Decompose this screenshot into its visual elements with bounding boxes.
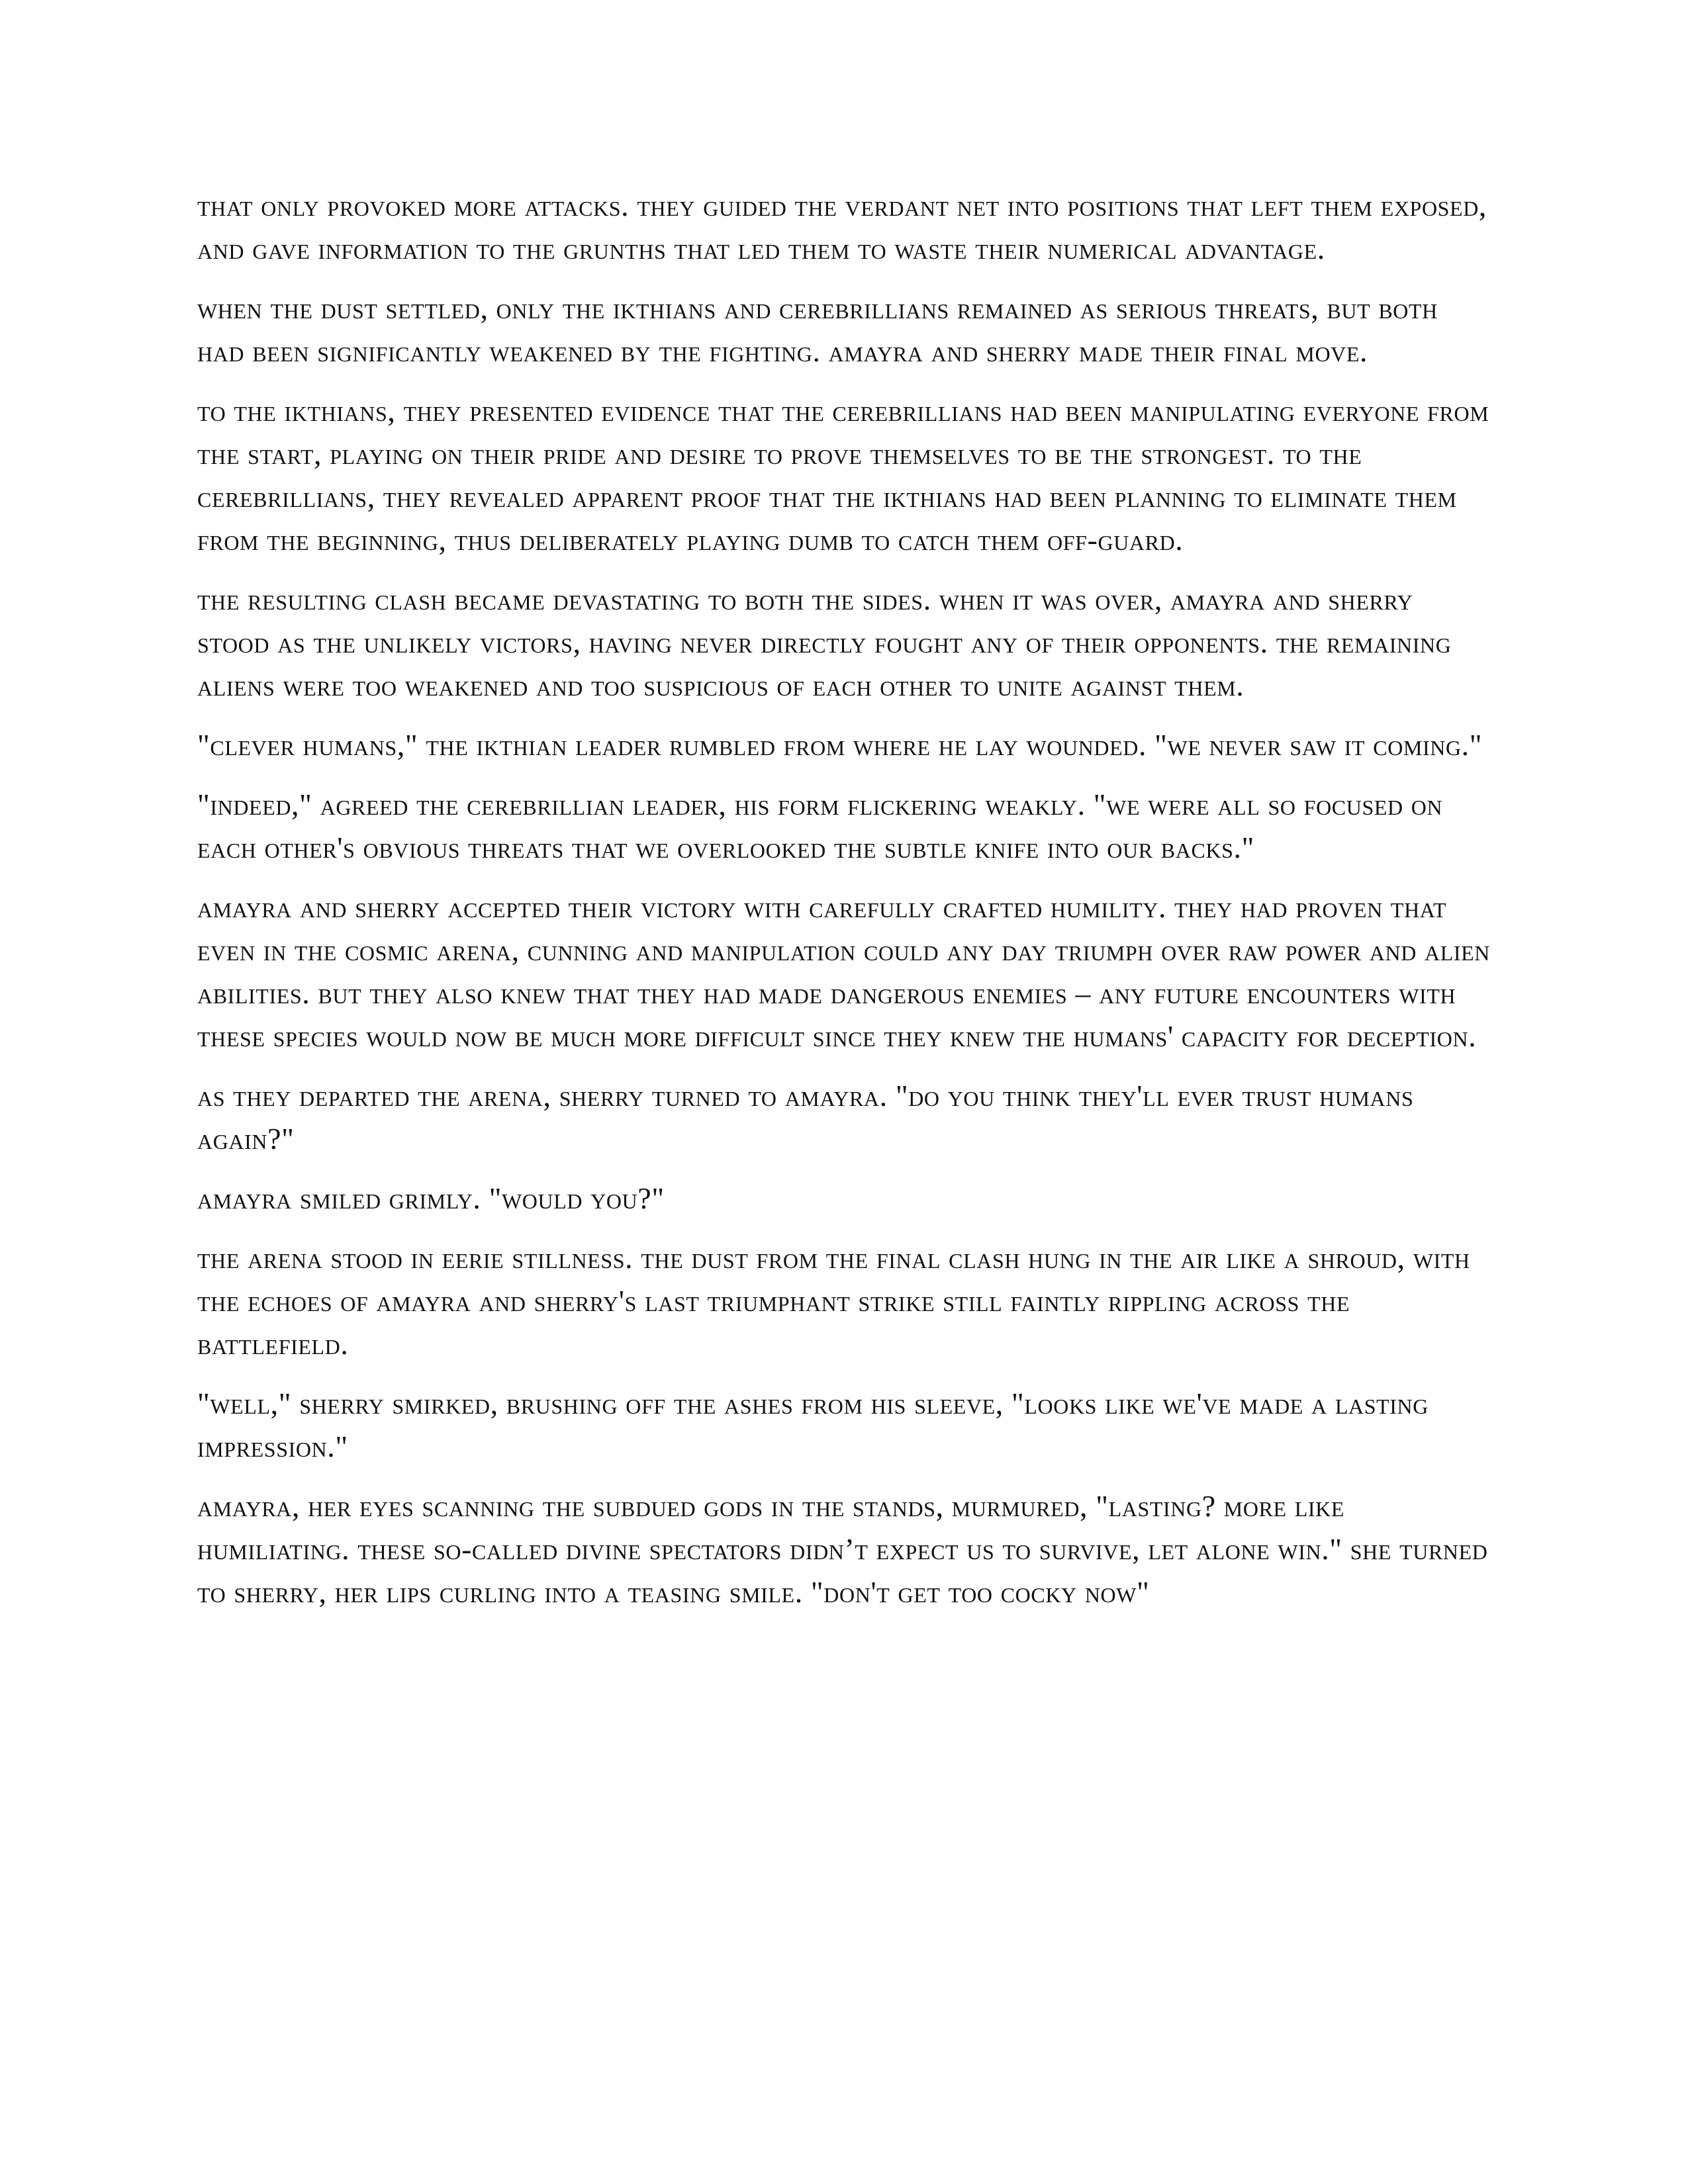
paragraph: amayra smiled grimly. "would you?" <box>197 1181 665 1215</box>
document-page <box>197 184 1492 2143</box>
paragraph: "indeed," agreed the cerebrillian leader, his form flickering weakly. "we were all so focused on each other's obvious threats that we overlooked the subtle knife into our backs." <box>197 788 1443 864</box>
paragraph: amayra, her eyes scanning the subdued gods in the stands, murmured, "lasting? more like humiliating. these so-called divine spectators didn’t expect us to survive, let alone win." she turned to sherry, her lips curling into a teasing smile. "don't get too cocky now" <box>197 1489 1488 1609</box>
paragraph: to the ikthians, they presented evidence that the cerebrillians had been manipulating everyone from the start, playing on their pride and desire to prove themselves to be the strongest. to the cerebrillians, they revealed apparent proof that the ikthians had been planning to eliminate them from the beginning, thus deliberately playing dumb to catch them off-guard. <box>197 394 1489 557</box>
paragraph: when the dust settled, only the ikthians and cerebrillians remained as serious threats, but both had been significantly weakened by the fighting. amayra and sherry made their final move. <box>197 291 1438 368</box>
paragraph: the arena stood in eerie stillness. the dust from the final clash hung in the air like a shroud, with the echoes of amayra and sherry's last triumphant strike still faintly rippling across the battlefield. <box>197 1241 1470 1361</box>
paragraph: as they departed the arena, sherry turned to amayra. "do you think they'll ever trust humans again?" <box>197 1079 1414 1156</box>
paragraph: that only provoked more attacks. they guided the verdant net into positions that left them exposed, and gave information to the grunths that led them to waste their numerical advantage. <box>197 189 1487 265</box>
paragraph: amayra and sherry accepted their victory with carefully crafted humility. they had proven that even in the cosmic arena, cunning and manipulation could any day triumph over raw power and alien abilities. but they also knew that they had made dangerous enemies – any future encounters with these species would now be much more difficult since they knew the humans' capacity for deception. <box>197 890 1490 1053</box>
paragraph: the resulting clash became devastating to both the sides. when it was over, amayra and sherry stood as the unlikely victors, having never directly fought any of their opponents. the remaining aliens were too weakened and too suspicious of each other to unite against them. <box>197 582 1452 702</box>
paragraph: "well," sherry smirked, brushing off the ashes from his sleeve, "looks like we've made a lasting impression." <box>197 1387 1429 1463</box>
paragraph: "clever humans," the ikthian leader rumbled from where he lay wounded. "we never saw it coming." <box>197 728 1483 762</box>
